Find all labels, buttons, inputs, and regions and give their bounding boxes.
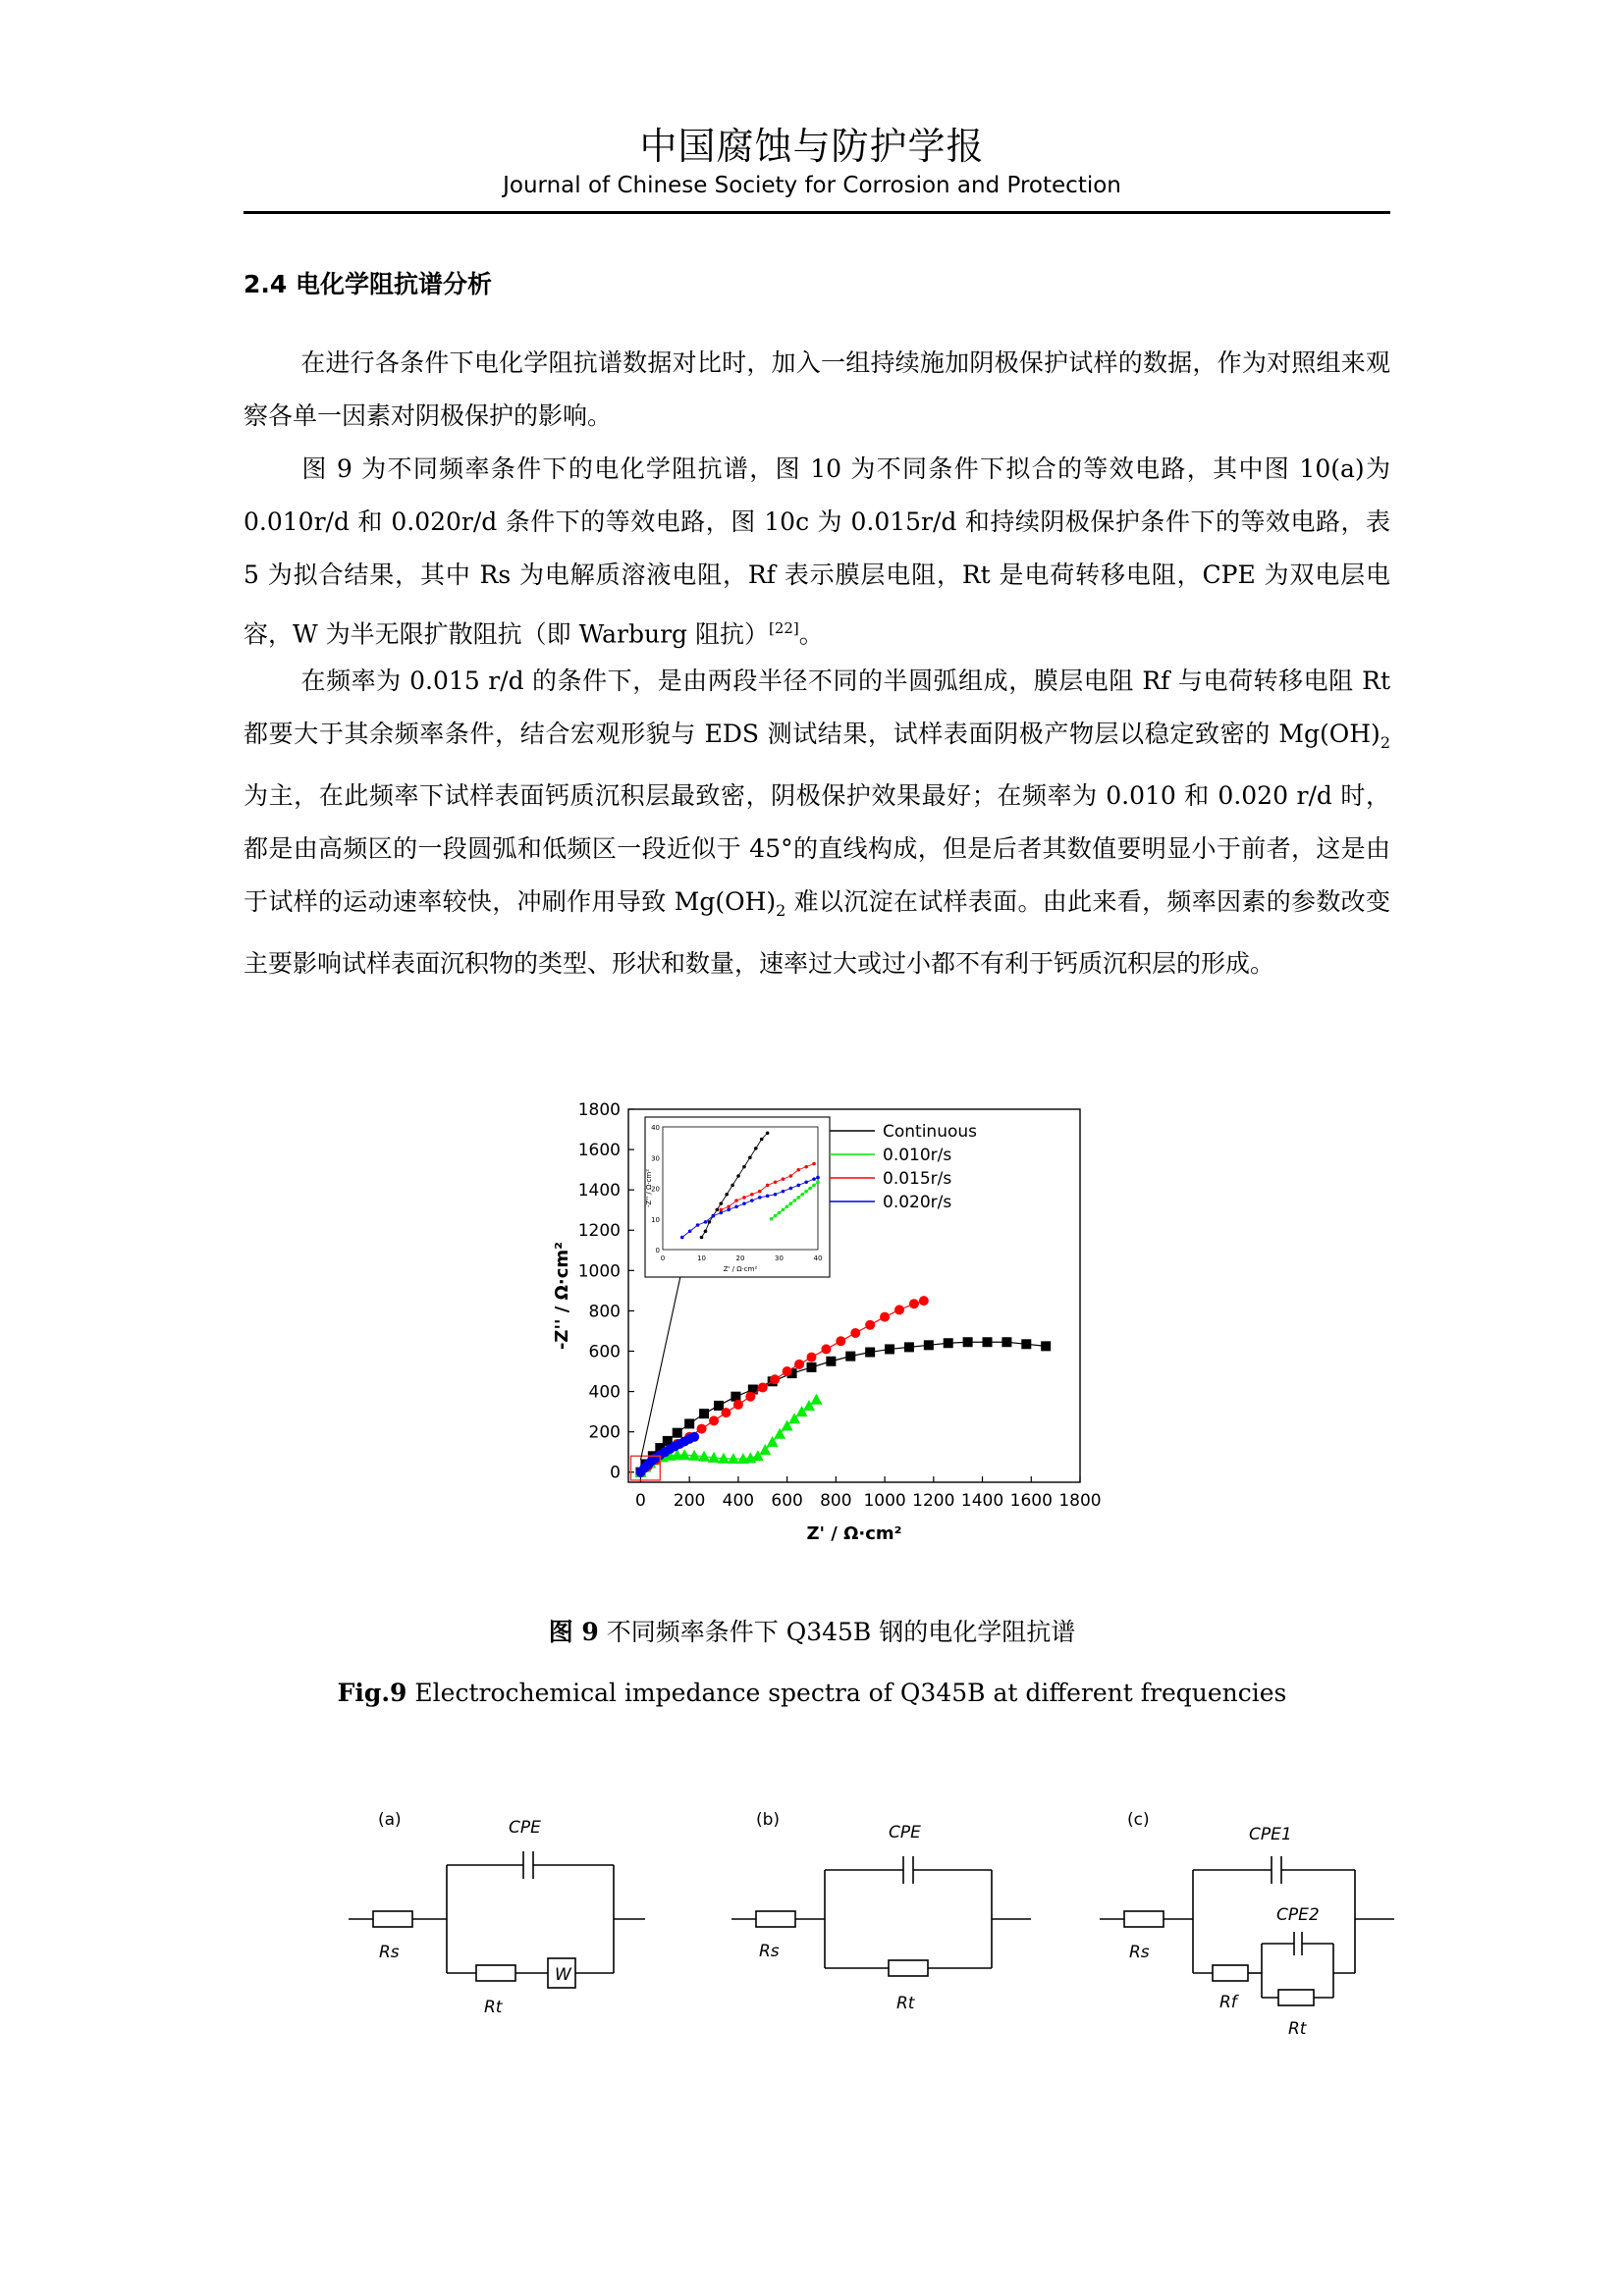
- circuits-svg: [334, 1787, 1414, 2042]
- inset-y-tick-label: 30: [651, 1154, 660, 1163]
- inset-data-point: [789, 1174, 793, 1178]
- circuit-c-rt-resistor: [1278, 1990, 1314, 2005]
- equivalent-circuits: [334, 1787, 1414, 2042]
- circuit-a-rt-label: Rt: [484, 1998, 503, 2017]
- figure-9-text-en: Electrochemical impedance spectra of Q345B at different frequencies: [406, 1679, 1287, 1707]
- subscript-2: 2: [1380, 733, 1390, 752]
- y-tick-label: 1400: [577, 1181, 621, 1201]
- x-tick-label: 200: [673, 1491, 706, 1511]
- circuit-c-rf-label: Rf: [1219, 1993, 1237, 2012]
- inset-data-point: [770, 1217, 774, 1221]
- data-point: [745, 1392, 755, 1402]
- legend-label: Continuous: [883, 1122, 978, 1142]
- inset-data-point: [696, 1223, 700, 1227]
- paragraph-2-end: 。: [798, 619, 824, 649]
- inset-y-axis-label: -Z'' / Ω·cm²: [645, 1168, 653, 1208]
- inset-data-point: [816, 1180, 820, 1184]
- data-point: [894, 1305, 904, 1314]
- legend-label: 0.020r/s: [883, 1193, 952, 1212]
- inset-data-point: [719, 1208, 723, 1212]
- data-point: [783, 1366, 792, 1376]
- inset-data-point: [812, 1177, 816, 1181]
- circuit-a-w-label: W: [555, 1965, 571, 1985]
- journal-title-en: Journal of Chinese Society for Corrosion and Protection: [503, 173, 1121, 198]
- inset-data-point: [719, 1211, 723, 1215]
- inset-data-point: [742, 1196, 746, 1200]
- circuit-b-rs-label: Rs: [759, 1942, 780, 1961]
- inset-x-tick-label: 10: [697, 1255, 706, 1262]
- inset-data-point: [774, 1193, 778, 1197]
- inset-data-point: [782, 1190, 785, 1194]
- figure-9-label-en: Fig.9: [337, 1679, 407, 1707]
- x-tick-label: 0: [635, 1491, 646, 1511]
- data-point: [697, 1424, 707, 1434]
- journal-title-cn: 中国腐蚀与防护学报: [639, 125, 985, 168]
- inset-data-point: [712, 1214, 716, 1218]
- inset-data-point: [704, 1229, 708, 1233]
- data-point: [806, 1353, 816, 1362]
- data-point: [770, 1374, 780, 1384]
- data-point: [836, 1336, 845, 1346]
- circuit-b-rs-resistor: [756, 1911, 795, 1927]
- inset-x-tick-label: 40: [813, 1255, 823, 1262]
- inset-y-tick-label: 10: [651, 1215, 660, 1224]
- data-point: [689, 1432, 699, 1442]
- paragraph-3-text-a: 在频率为 0.015 r/d 的条件下，是由两段半径不同的半圆弧组成，膜层电阻 Rf 与电荷转移电阻 Rt 都要大于其余频率条件，结合宏观形貌与 EDS 测试结果，试样表面阴极产物层以稳定致密的 Mg(OH): [244, 667, 1390, 748]
- inset-data-point: [766, 1131, 770, 1135]
- header-rule: [244, 211, 1390, 214]
- y-tick-label: 1800: [577, 1100, 621, 1120]
- paragraph-3-text-c: 难以沉淀在试样表面。由此来看，频率因素的参数改变主要影响试样表面沉积物的类型、形状和数量，速率过大或过小都不有利于钙质沉积层的形成。: [244, 887, 1390, 978]
- inset-data-point: [731, 1184, 734, 1188]
- y-tick-label: 0: [610, 1463, 621, 1483]
- x-tick-label: 800: [820, 1491, 852, 1511]
- citation-ref: [22]: [768, 619, 799, 637]
- circuit-a-rt-resistor: [476, 1965, 515, 1981]
- inset-x-axis-label: Z' / Ω·cm²: [723, 1265, 758, 1273]
- data-point: [944, 1338, 953, 1348]
- inset-y-tick-label: 40: [651, 1124, 660, 1132]
- data-point: [721, 1408, 731, 1417]
- inset-data-point: [782, 1177, 785, 1181]
- x-tick-label: 1400: [960, 1491, 1004, 1511]
- inset-data-point: [793, 1199, 797, 1202]
- inset-data-point: [812, 1184, 816, 1188]
- data-point: [709, 1415, 719, 1425]
- inset-data-point: [750, 1193, 754, 1197]
- inset-data-point: [736, 1174, 740, 1178]
- inset-data-point: [716, 1208, 720, 1212]
- circuit-c-rt-label: Rt: [1288, 2019, 1307, 2039]
- inset-data-point: [789, 1201, 793, 1205]
- circuit-b-cpe-label: CPE: [889, 1823, 921, 1842]
- inset-data-point: [804, 1165, 808, 1169]
- paragraph-2-text: 图 9 为不同频率条件下的电化学阻抗谱，图 10 为不同条件下拟合的等效电路，其中图 10(a)为 0.010r/d 和 0.020r/d 条件下的等效电路，图 10c 为 0.015r/d 和持续阴极保护条件下的等效电路，表 5 为拟合结果，其中 Rs 为电解质溶液电阻，Rf 表示膜层电阻，Rt 是电荷转移电阻，CPE 为双电层电容，W 为半无限扩散阻抗（即 Warburg 阻抗）: [244, 454, 1390, 649]
- inset-data-point: [719, 1201, 723, 1205]
- y-tick-label: 200: [588, 1422, 621, 1443]
- figure-9-label-cn: 图 9: [548, 1618, 599, 1646]
- data-point: [885, 1344, 894, 1354]
- data-point: [924, 1340, 934, 1350]
- series-line-0: [640, 1342, 1046, 1471]
- y-tick-label: 600: [588, 1342, 621, 1362]
- x-tick-label: 600: [771, 1491, 803, 1511]
- data-point: [850, 1328, 860, 1338]
- data-point: [963, 1337, 973, 1347]
- inset-data-point: [754, 1147, 758, 1150]
- circuit-b-label: (b): [756, 1810, 781, 1830]
- data-point: [673, 1428, 682, 1438]
- inset-data-point: [782, 1208, 785, 1212]
- circuit-c-label: (c): [1127, 1810, 1150, 1830]
- inset-data-point: [785, 1204, 789, 1208]
- paragraph-2: [244, 443, 1390, 661]
- inset-y-tick-label: 0: [655, 1247, 660, 1255]
- data-point: [714, 1401, 724, 1411]
- x-tick-label: 1000: [863, 1491, 906, 1511]
- inset-data-point: [774, 1214, 778, 1218]
- circuit-b-rt-resistor: [889, 1960, 928, 1976]
- inset-data-point: [760, 1138, 764, 1142]
- inset-data-point: [789, 1187, 793, 1191]
- data-point: [821, 1344, 831, 1354]
- paragraph-1: [244, 337, 1390, 443]
- section-title: 2.4 电化学阻抗谱分析: [244, 270, 492, 298]
- x-tick-label: 1200: [912, 1491, 955, 1511]
- circuit-a-rs-label: Rs: [379, 1943, 400, 1962]
- x-axis-label: Z' / Ω·cm²: [806, 1523, 902, 1544]
- inset-data-point: [812, 1162, 816, 1166]
- inset-frame: [645, 1117, 830, 1277]
- eis-chart-svg: [530, 1080, 1139, 1571]
- inset-data-point: [742, 1201, 746, 1205]
- inset-data-point: [727, 1208, 731, 1212]
- data-point: [909, 1299, 919, 1308]
- inset-data-point: [778, 1211, 782, 1215]
- figure-9-caption-cn: [0, 1613, 1624, 1648]
- circuit-c-cpe2-label: CPE2: [1276, 1905, 1320, 1925]
- data-point: [919, 1296, 929, 1306]
- data-point: [794, 1360, 804, 1369]
- data-point: [1021, 1339, 1031, 1349]
- circuit-a-cpe-label: CPE: [509, 1818, 541, 1838]
- inset-data-point: [774, 1180, 778, 1184]
- inset-data-point: [816, 1176, 820, 1180]
- paragraph-3-text-b: 为主，在此频率下试样表面钙质沉积层最致密，阴极保护效果最好；在频率为 0.010 和 0.020 r/d 时，都是由高频区的一段圆弧和低频区一段近似于 45°的直线构成，但是后者其数值要明显小于前者，这是由于试样的运动速率较快，冲刷作用导致 Mg(OH): [244, 781, 1390, 916]
- data-point: [1041, 1341, 1051, 1351]
- figure-9-chart: [530, 1080, 1139, 1571]
- inset-data-point: [750, 1199, 754, 1202]
- legend-label: 0.015r/s: [883, 1169, 952, 1189]
- inset-data-point: [725, 1193, 729, 1197]
- inset-data-point: [796, 1168, 800, 1172]
- inset-data-point: [808, 1187, 812, 1191]
- inset-data-point: [704, 1220, 708, 1224]
- data-point: [904, 1342, 914, 1352]
- inset-x-tick-label: 30: [775, 1255, 784, 1262]
- inset-data-point: [688, 1229, 692, 1233]
- data-point: [865, 1320, 875, 1330]
- inset-data-point: [766, 1184, 770, 1188]
- data-point: [810, 1394, 822, 1405]
- legend-label: 0.010r/s: [883, 1146, 952, 1165]
- inset-data-point: [708, 1220, 712, 1224]
- data-point: [1001, 1337, 1011, 1347]
- x-tick-label: 400: [722, 1491, 755, 1511]
- y-axis-label: -Z'' / Ω·cm²: [552, 1241, 572, 1351]
- inset-data-point: [766, 1195, 770, 1199]
- y-tick-label: 1200: [577, 1221, 621, 1242]
- inset-data-point: [796, 1184, 800, 1188]
- data-point: [733, 1400, 743, 1410]
- inset-data-point: [758, 1196, 762, 1200]
- data-point: [684, 1418, 694, 1428]
- inset-data-point: [758, 1190, 762, 1194]
- circuit-c-cpe1-label: CPE1: [1249, 1825, 1292, 1844]
- inset-data-point: [804, 1190, 808, 1194]
- figure-9-text-cn: 不同频率条件下 Q345B 钢的电化学阻抗谱: [598, 1618, 1076, 1646]
- y-tick-label: 1000: [577, 1261, 621, 1282]
- inset-x-tick-label: 0: [660, 1255, 666, 1262]
- x-tick-label: 1800: [1058, 1491, 1102, 1511]
- circuit-a-rs-resistor: [373, 1911, 412, 1927]
- data-point: [845, 1352, 855, 1362]
- inset-x-tick-label: 20: [735, 1255, 745, 1262]
- inset-data-point: [680, 1236, 684, 1240]
- data-point: [758, 1382, 768, 1392]
- figure-9-caption-en: [0, 1679, 1624, 1707]
- inset-y-tick-label: 20: [651, 1185, 660, 1194]
- inset-data-point: [734, 1199, 738, 1202]
- data-point: [865, 1348, 875, 1358]
- inset-data-point: [748, 1155, 752, 1159]
- circuit-c-rs-label: Rs: [1129, 1943, 1150, 1962]
- inset-data-point: [804, 1180, 808, 1184]
- inset-data-point: [800, 1193, 804, 1197]
- inset-data-point: [700, 1236, 704, 1240]
- x-tick-label: 1600: [1009, 1491, 1053, 1511]
- y-tick-label: 1600: [577, 1141, 621, 1161]
- paragraph-1-text: 在进行各条件下电化学阻抗谱数据对比时，加入一组持续施加阴极保护试样的数据，作为对照组来观察各单一因素对阴极保护的影响。: [244, 348, 1390, 430]
- inset-data-point: [727, 1204, 731, 1208]
- paragraph-3: [244, 655, 1390, 990]
- data-point: [806, 1362, 816, 1372]
- inset-data-point: [796, 1196, 800, 1200]
- inset-data-point: [742, 1165, 746, 1169]
- circuit-a-label: (a): [378, 1810, 402, 1830]
- inset-data-point: [734, 1204, 738, 1208]
- y-tick-label: 800: [588, 1302, 621, 1322]
- data-point: [880, 1312, 890, 1322]
- circuit-c-rs-resistor: [1124, 1911, 1164, 1927]
- data-point: [699, 1409, 709, 1418]
- y-tick-label: 400: [588, 1382, 621, 1403]
- circuit-b-rt-label: Rt: [896, 1994, 915, 2013]
- subscript-2b: 2: [776, 901, 786, 920]
- circuit-c-rf-resistor: [1213, 1965, 1248, 1981]
- data-point: [983, 1337, 993, 1347]
- data-point: [826, 1357, 836, 1366]
